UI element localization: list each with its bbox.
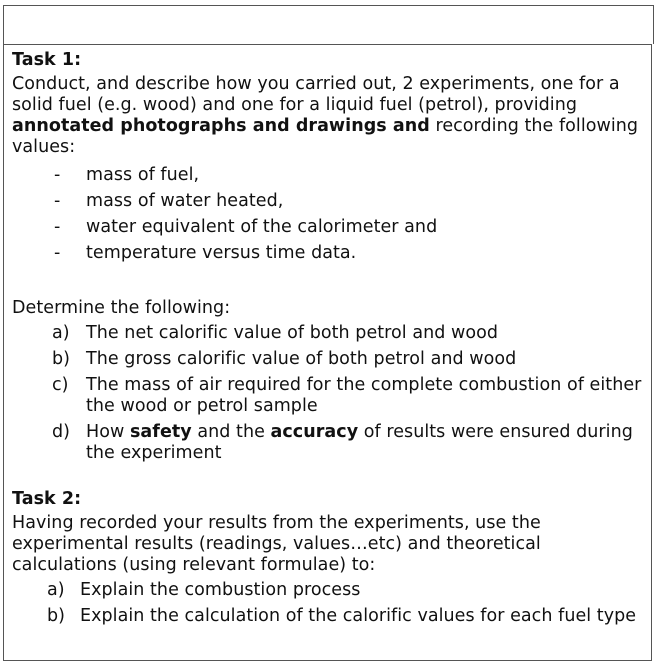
item-d-text-2: and the — [191, 422, 271, 442]
list-marker: b) — [47, 606, 66, 626]
values-list — [12, 162, 642, 266]
list-marker: b) — [52, 349, 71, 369]
item-d-text-1: How — [86, 422, 130, 442]
item-d-bold-accuracy: accuracy — [270, 422, 359, 442]
list-item-text: mass of fuel, — [86, 165, 200, 185]
list-marker: a) — [47, 580, 65, 600]
list-item-text: Explain the calculation of the calorific values for each fuel type — [80, 606, 637, 626]
list-item — [12, 162, 642, 188]
determine-intro: Determine the following: — [12, 298, 231, 318]
list-item-text: water equivalent of the calorimeter and — [86, 217, 438, 237]
empty-table-row — [3, 5, 654, 44]
list-marker: c) — [52, 375, 69, 395]
item-d-text-3: of results were ensured during the experiment — [86, 422, 633, 463]
task2-list — [12, 580, 642, 627]
determine-list — [12, 323, 642, 464]
list-item — [12, 214, 642, 240]
task2-title: Task 2: — [12, 489, 82, 509]
task1-intro-bold: annotated photographs and drawings and — [12, 116, 430, 136]
item-d-bold-safety: safety — [129, 422, 192, 442]
task1-title: Task 1: — [12, 50, 82, 70]
list-marker: a) — [52, 323, 70, 343]
list-item — [12, 323, 642, 344]
dash-marker: - — [54, 165, 61, 185]
list-item — [12, 606, 642, 627]
list-item-text: The net calorific value of both petrol and wood — [86, 323, 499, 343]
list-item-text: The gross calorific value of both petrol and wood — [86, 349, 517, 369]
list-item-text: The mass of air required for the complete combustion of either the wood or petrol sample — [86, 375, 642, 416]
list-item — [12, 580, 642, 601]
task2-intro: Having recorded your results from the experiments, use the experimental results (readings, values…etc) and theoretical calculations (using relevant formulae) to: — [12, 513, 541, 575]
list-item-text: Explain the combustion process — [80, 580, 361, 600]
list-item — [12, 240, 642, 266]
list-item — [12, 349, 642, 370]
list-item-text — [86, 422, 633, 463]
task1-intro-text-2: recording the following values: — [12, 116, 639, 157]
task1-intro-text-1: Conduct, and describe how you carried out, 2 experiments, one for a solid fuel (e.g. wood) and one for a liquid fuel (petrol), providing — [12, 74, 620, 115]
list-item-text: temperature versus time data. — [86, 243, 357, 263]
task-content — [12, 50, 642, 632]
task1-intro — [12, 74, 642, 158]
dash-marker: - — [54, 191, 61, 211]
list-item-text: mass of water heated, — [86, 191, 284, 211]
dash-marker: - — [54, 217, 61, 237]
list-item — [12, 422, 642, 464]
list-item — [12, 188, 642, 214]
list-marker: d) — [52, 422, 71, 442]
list-item — [12, 375, 642, 417]
dash-marker: - — [54, 243, 61, 263]
